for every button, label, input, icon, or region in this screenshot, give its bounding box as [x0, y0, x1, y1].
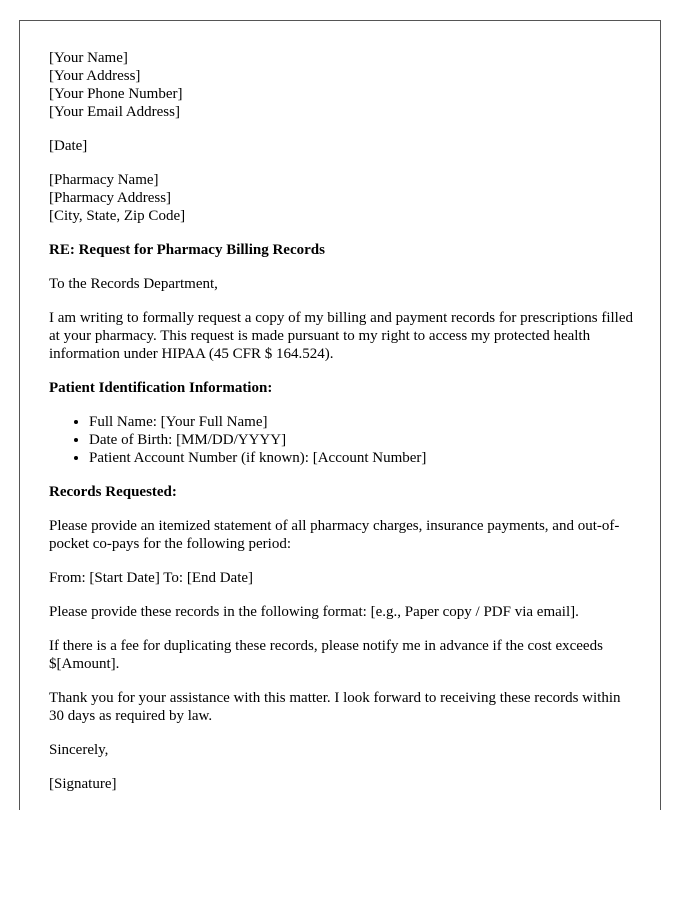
- period-line: From: [Start Date] To: [End Date]: [49, 570, 254, 586]
- thanks-paragraph: Thank you for your assistance with this matter. I look forward to receiving these records within 30 days as required by law.: [49, 690, 621, 724]
- letter-body: [49, 49, 639, 809]
- letter-date: [Date]: [49, 138, 88, 154]
- recipient-address: [Pharmacy Address]: [49, 190, 172, 206]
- letter-page: [19, 20, 661, 810]
- list-item: • Patient Account Number (if known): [Account Number]: [89, 449, 639, 467]
- recipient-city-state-zip: [City, State, Zip Code]: [49, 208, 186, 224]
- salutation: To the Records Department,: [49, 276, 218, 292]
- sender-block: [49, 49, 639, 121]
- statement-paragraph: Please provide an itemized statement of all pharmacy charges, insurance payments, and out-of-pocket co-pays for the following period:: [49, 518, 620, 552]
- sender-name: [Your Name]: [49, 50, 128, 66]
- subject-line: RE: Request for Pharmacy Billing Records: [49, 242, 325, 258]
- patient-info-list: [49, 413, 639, 467]
- recipient-block: [49, 171, 639, 225]
- format-paragraph: Please provide these records in the following format: [e.g., Paper copy / PDF via email].: [49, 604, 579, 620]
- closing: Sincerely,: [49, 742, 109, 758]
- list-item: • Date of Birth: [MM/DD/YYYY]: [89, 431, 639, 449]
- recipient-name: [Pharmacy Name]: [49, 172, 159, 188]
- records-requested-heading: Records Requested:: [49, 484, 177, 500]
- signature-placeholder: [Signature]: [49, 776, 117, 792]
- list-item: • Full Name: [Your Full Name]: [89, 413, 639, 431]
- sender-phone: [Your Phone Number]: [49, 86, 183, 102]
- sender-email: [Your Email Address]: [49, 104, 180, 120]
- patient-info-heading: Patient Identification Information:: [49, 380, 273, 396]
- sender-address: [Your Address]: [49, 68, 141, 84]
- fee-paragraph: If there is a fee for duplicating these records, please notify me in advance if the cost exceeds $[Amount].: [49, 638, 603, 672]
- intro-paragraph: I am writing to formally request a copy of my billing and payment records for prescriptions filled at your pharmacy. This request is made pursuant to my right to access my protected health information under HIPAA (45 CFR $ 164.524).: [49, 310, 634, 362]
